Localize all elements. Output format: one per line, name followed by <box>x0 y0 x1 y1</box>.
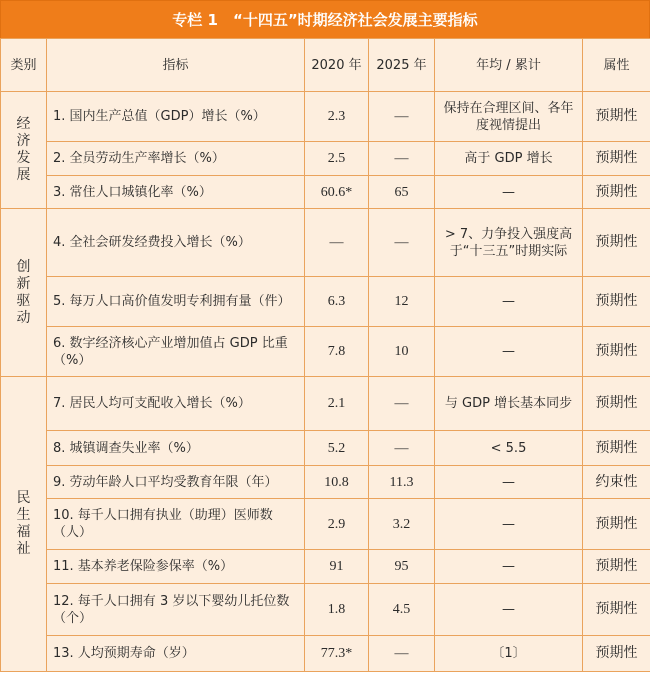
value-2020: 60.6* <box>305 176 369 209</box>
annual-cell: — <box>435 499 583 550</box>
indicator-cell: 3. 常住人口城镇化率（%） <box>47 176 305 209</box>
indicator-cell: 6. 数字经济核心产业增加值占 GDP 比重（%） <box>47 327 305 377</box>
table-row <box>1 584 650 636</box>
value-2025: — <box>369 636 435 672</box>
annual-cell: — <box>435 277 583 327</box>
value-2025: 10 <box>369 327 435 377</box>
attribute-cell: 预期性 <box>583 550 650 584</box>
header-2025: 2025 年 <box>369 39 435 92</box>
attribute-cell: 预期性 <box>583 142 650 176</box>
value-2020: 2.3 <box>305 92 369 142</box>
value-2020: 2.1 <box>305 377 369 431</box>
indicator-cell: 9. 劳动年龄人口平均受教育年限（年） <box>47 466 305 499</box>
value-2020: 10.8 <box>305 466 369 499</box>
indicator-cell: 8. 城镇调查失业率（%） <box>47 431 305 466</box>
table-title: 专栏 1 “十四五”时期经济社会发展主要指标 <box>0 0 650 39</box>
value-2025: 4.5 <box>369 584 435 636</box>
value-2025: — <box>369 142 435 176</box>
value-2020: 6.3 <box>305 277 369 327</box>
value-2025: — <box>369 377 435 431</box>
table-row <box>1 277 650 327</box>
value-2025: 3.2 <box>369 499 435 550</box>
attribute-cell: 预期性 <box>583 176 650 209</box>
table-row <box>1 209 650 277</box>
attribute-cell: 预期性 <box>583 499 650 550</box>
annual-cell: — <box>435 550 583 584</box>
annual-cell: 高于 GDP 增长 <box>435 142 583 176</box>
indicator-cell: 13. 人均预期寿命（岁） <box>47 636 305 672</box>
indicator-cell: 4. 全社会研发经费投入增长（%） <box>47 209 305 277</box>
table-row <box>1 92 650 142</box>
annual-cell: 保持在合理区间、各年度视情提出 <box>435 92 583 142</box>
header-2020: 2020 年 <box>305 39 369 92</box>
value-2020: 2.9 <box>305 499 369 550</box>
indicator-cell: 7. 居民人均可支配收入增长（%） <box>47 377 305 431</box>
annual-cell: > 7、力争投入强度高于“十三五”时期实际 <box>435 209 583 277</box>
category-innovation: 创 新 驱 动 <box>1 209 47 377</box>
table-row <box>1 377 650 431</box>
table-row <box>1 550 650 584</box>
table-row <box>1 499 650 550</box>
attribute-cell: 预期性 <box>583 431 650 466</box>
annual-cell: 〔1〕 <box>435 636 583 672</box>
category-economy: 经 济 发 展 <box>1 92 47 209</box>
value-2020: 7.8 <box>305 327 369 377</box>
value-2025: 11.3 <box>369 466 435 499</box>
indicator-table <box>0 38 650 672</box>
value-2025: — <box>369 431 435 466</box>
attribute-cell: 预期性 <box>583 584 650 636</box>
value-2025: 12 <box>369 277 435 327</box>
attribute-cell: 预期性 <box>583 209 650 277</box>
value-2025: 65 <box>369 176 435 209</box>
attribute-cell: 预期性 <box>583 277 650 327</box>
attribute-cell: 约束性 <box>583 466 650 499</box>
table-row <box>1 176 650 209</box>
indicator-cell: 2. 全员劳动生产率增长（%） <box>47 142 305 176</box>
annual-cell: 与 GDP 增长基本同步 <box>435 377 583 431</box>
annual-cell: — <box>435 466 583 499</box>
value-2020: 2.5 <box>305 142 369 176</box>
value-2020: 1.8 <box>305 584 369 636</box>
value-2020: 77.3* <box>305 636 369 672</box>
indicator-cell: 1. 国内生产总值（GDP）增长（%） <box>47 92 305 142</box>
value-2025: 95 <box>369 550 435 584</box>
annual-cell: — <box>435 176 583 209</box>
value-2025: — <box>369 209 435 277</box>
table-row <box>1 636 650 672</box>
value-2020: — <box>305 209 369 277</box>
table-row <box>1 327 650 377</box>
attribute-cell: 预期性 <box>583 92 650 142</box>
annual-cell: < 5.5 <box>435 431 583 466</box>
table-row <box>1 431 650 466</box>
header-annual: 年均 / 累计 <box>435 39 583 92</box>
table-row <box>1 466 650 499</box>
table-row <box>1 142 650 176</box>
value-2020: 91 <box>305 550 369 584</box>
attribute-cell: 预期性 <box>583 327 650 377</box>
indicator-cell: 10. 每千人口拥有执业（助理）医师数（人） <box>47 499 305 550</box>
header-category: 类别 <box>1 39 47 92</box>
header-attribute: 属性 <box>583 39 650 92</box>
attribute-cell: 预期性 <box>583 636 650 672</box>
attribute-cell: 预期性 <box>583 377 650 431</box>
category-welfare: 民 生 福 祉 <box>1 377 47 672</box>
annual-cell: — <box>435 584 583 636</box>
header-row <box>1 39 650 92</box>
annual-cell: — <box>435 327 583 377</box>
value-2025: — <box>369 92 435 142</box>
value-2020: 5.2 <box>305 431 369 466</box>
indicator-cell: 11. 基本养老保险参保率（%） <box>47 550 305 584</box>
header-indicator: 指标 <box>47 39 305 92</box>
indicator-cell: 12. 每千人口拥有 3 岁以下婴幼儿托位数（个） <box>47 584 305 636</box>
indicator-cell: 5. 每万人口高价值发明专利拥有量（件） <box>47 277 305 327</box>
